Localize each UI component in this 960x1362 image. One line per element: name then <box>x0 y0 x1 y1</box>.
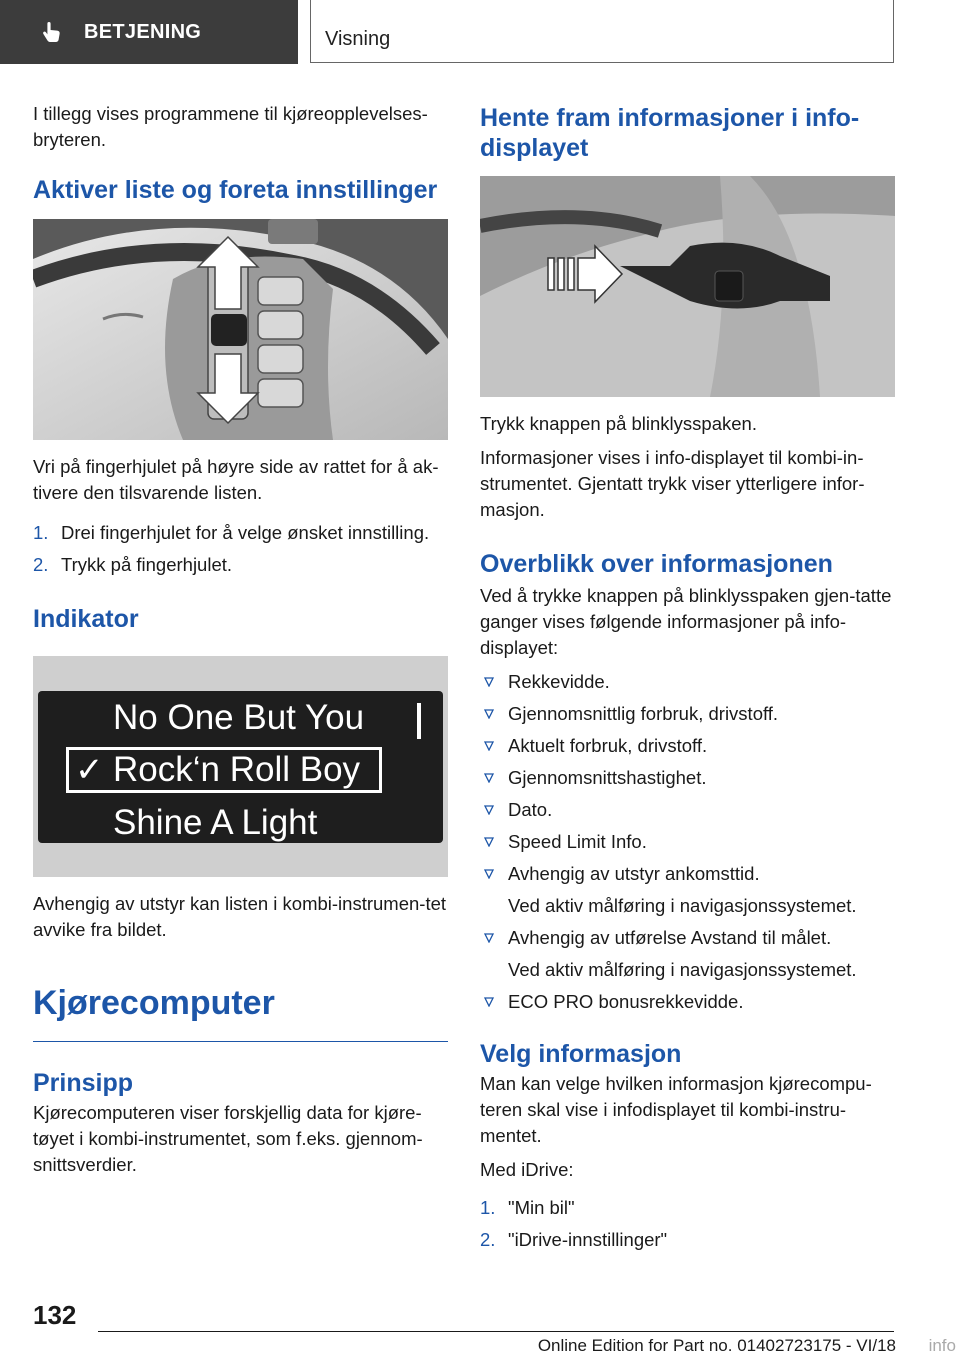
steps-list <box>33 520 448 578</box>
list-item <box>33 552 448 578</box>
bullet-text: Gjennomsnittlig forbruk, drivstoff. <box>508 703 779 724</box>
step-text: Trykk på fingerhjulet. <box>61 554 233 575</box>
steering-wheel-illustration <box>33 219 448 440</box>
steering-wheel-figure <box>33 219 448 440</box>
turn-signal-illustration <box>480 176 895 397</box>
turn-signal-figure <box>480 176 895 397</box>
triangle-bullet-icon <box>484 741 494 751</box>
bullet-text: Gjennomsnittshastighet. <box>508 767 707 788</box>
list-item <box>480 1227 895 1253</box>
list-item <box>480 829 895 855</box>
page-number: 132 <box>33 1300 77 1330</box>
heading-principle: Prinsipp <box>33 1069 134 1097</box>
list-item <box>480 733 895 759</box>
chapter-title: Kjørecomputer <box>33 984 275 1022</box>
bullet-text: Rekkevidde. <box>508 671 610 692</box>
subsection-label: Visning <box>325 28 391 50</box>
list-item <box>480 925 895 983</box>
overview-text: Ved å trykke knappen på blinklysspaken gjen-tatte ganger vises følgende informasjoner på info-displayet: <box>480 585 892 658</box>
bullet-text: Dato. <box>508 799 553 820</box>
display-item: Shine A Light <box>113 803 318 842</box>
triangle-bullet-icon <box>484 997 494 1007</box>
section-tab <box>0 0 298 64</box>
triangle-bullet-icon <box>484 709 494 719</box>
heading-indicator: Indikator <box>33 605 139 633</box>
press-text: Trykk knappen på blinklysspaken. <box>480 413 757 434</box>
indicator-caption: Avhengig av utstyr kan listen i kombi-instrumen-tet avvike fra bildet. <box>33 893 447 940</box>
triangle-bullet-icon <box>484 869 494 879</box>
triangle-bullet-icon <box>484 933 494 943</box>
bullet-text: Avhengig av utførelse Avstand til målet. <box>508 927 832 948</box>
triangle-bullet-icon <box>484 677 494 687</box>
subsection-box <box>310 0 894 63</box>
hand-pointer-icon <box>42 21 62 43</box>
triangle-bullet-icon <box>484 837 494 847</box>
principle-text: Kjørecomputeren viser forskjellig data for kjøre-tøyet i kombi-instrumentet, som f.eks. gjennom-snittsverdier. <box>33 1102 423 1175</box>
step-number: 1. <box>33 522 49 543</box>
chapter-rule <box>33 1041 448 1042</box>
bullet-note: Ved aktiv målføring i navigasjonssystemet. <box>508 959 857 980</box>
idrive-label: Med iDrive: <box>480 1159 574 1180</box>
display-figure <box>33 656 448 877</box>
display-item: No One But You <box>113 698 365 737</box>
select-text: Man kan velge hvilken informasjon kjørecompu-teren skal vise i infodisplayet til kombi-instru-mentet. <box>480 1073 872 1146</box>
step-text: "Min bil" <box>508 1197 575 1218</box>
triangle-bullet-icon <box>484 805 494 815</box>
info-text: Informasjoner vises i info-displayet til kombi-in-strumentet. Gjentatt trykk viser ytterligere infor-masjon. <box>480 447 865 520</box>
left-column <box>33 96 448 1178</box>
idrive-steps-list <box>480 1195 895 1253</box>
bullet-text: Avhengig av utstyr ankomsttid. <box>508 863 760 884</box>
list-item <box>480 669 895 695</box>
list-item <box>480 1195 895 1221</box>
list-item <box>480 701 895 727</box>
list-item <box>480 861 895 919</box>
bullet-note: Ved aktiv målføring i navigasjonssystemet. <box>508 895 857 916</box>
heading-overview: Overblikk over informasjonen <box>480 550 833 578</box>
display-item: Rock‘n Roll Boy <box>113 750 361 789</box>
step-number: 2. <box>33 554 49 575</box>
list-item <box>480 797 895 823</box>
triangle-bullet-icon <box>484 773 494 783</box>
step-number: 1. <box>480 1197 496 1218</box>
footer-rule <box>98 1331 894 1332</box>
heading-select-info: Velg informasjon <box>480 1040 682 1068</box>
bullet-text: ECO PRO bonusrekkevidde. <box>508 991 744 1012</box>
list-item <box>33 520 448 546</box>
check-icon: ✓ <box>75 751 104 789</box>
step-text: "iDrive-innstillinger" <box>508 1229 668 1250</box>
wheel-caption: Vri på fingerhjulet på høyre side av rattet for å ak-tivere den tilsvarende listen. <box>33 456 439 503</box>
list-item <box>480 765 895 791</box>
step-text: Drei fingerhjulet for å velge ønsket innstilling. <box>61 522 430 543</box>
bullet-text: Aktuelt forbruk, drivstoff. <box>508 735 708 756</box>
step-number: 2. <box>480 1229 496 1250</box>
intro-text: I tillegg vises programmene til kjøreopplevelses-bryteren. <box>33 103 428 150</box>
edition-text: Online Edition for Part no. 01402723175 - VI/18 <box>537 1336 896 1355</box>
section-label: BETJENING <box>84 20 202 43</box>
watermark-text: info <box>928 1336 956 1355</box>
heading-activate-list: Aktiver liste og foreta innstillinger <box>33 176 438 204</box>
scroll-indicator <box>417 703 421 739</box>
list-item <box>480 989 895 1015</box>
heading-fetch-info: Hente fram informasjoner i info-displayet <box>480 104 860 162</box>
bullet-text: Speed Limit Info. <box>508 831 647 852</box>
right-column <box>480 96 895 1253</box>
info-bullet-list <box>480 669 895 1015</box>
